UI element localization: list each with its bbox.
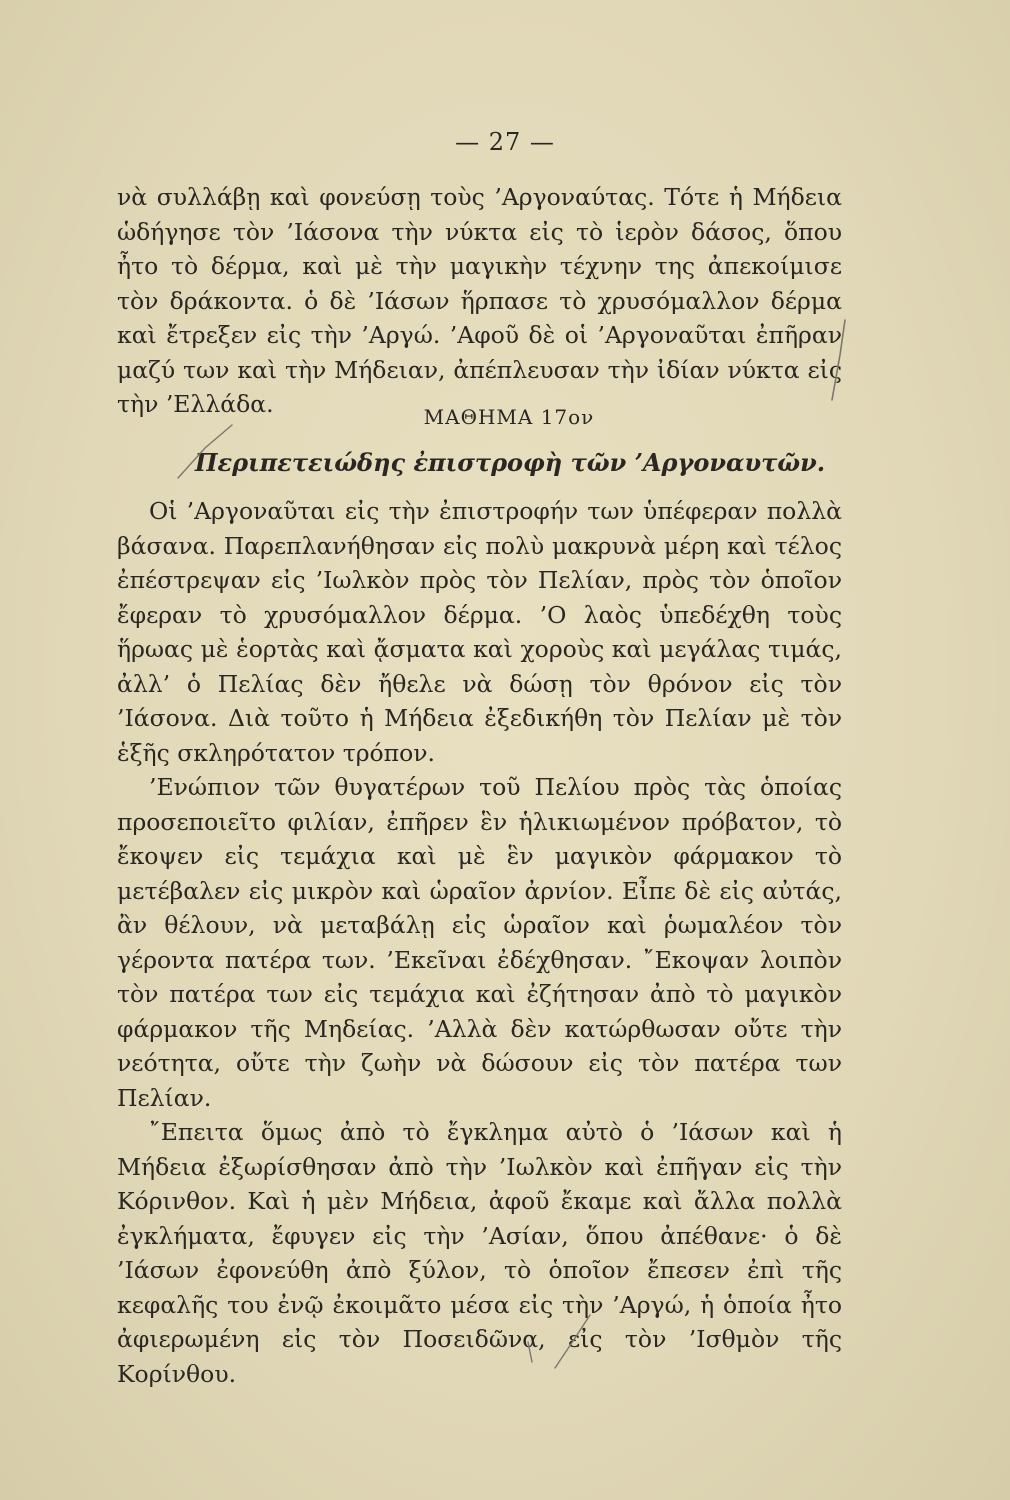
paragraph: ’Ενώπιον τῶν θυγατέρων τοῦ Πελίου πρὸς τὰς ὁποίας προσεποιεῖτο φιλίαν, ἐπῆρεν ἓν ἡλικιωμένον πρόβατον, τὸ ἔκοψεν εἰς τεμάχια καὶ μὲ ἓν μαγικὸν φάρμακον τὸ μετέβαλεν εἰς μικρὸν καὶ ὡραῖον ἀρνίον. Εἶπε δὲ εἰς αὐτάς, ἂν θέλουν, νὰ μεταβάλῃ εἰς ὡραῖον καὶ ῥωμαλέον τὸν γέροντα πατέρα των. ’Εκεῖναι ἐδέχθησαν. ῎Εκοψαν λοιπὸν τὸν πατέρα των εἰς τεμάχια καὶ ἐζήτησαν ἀπὸ τὸ μαγικὸν φάρμακον τῆς Μηδείας. ’Αλλὰ δὲν κατώρθωσαν οὔτε τὴν νεότητα, οὔτε τὴν ζωὴν νὰ δώσουν εἰς τὸν πατέρα των Πελίαν. <box>117 773 842 1112</box>
paragraph: ῎Επειτα ὅμως ἀπὸ τὸ ἔγκλημα αὐτὸ ὁ ’Ιάσων καὶ ἡ Μήδεια ἐξωρίσθησαν ἀπὸ τὴν ’Ιωλκὸν καὶ ἐπῆγαν εἰς τὴν Κόρινθον. Καὶ ἡ μὲν Μήδεια, ἀφοῦ ἔκαμε καὶ ἄλλα πολλὰ ἐγκλήματα, ἔφυγεν εἰς τὴν ’Ασίαν, ὅπου ἀπέθανε· ὁ δὲ ’Ιάσων ἐφονεύθη ἀπὸ ξύλον, τὸ ὁποῖον ἔπεσεν ἐπὶ τῆς κεφαλῆς του ἐνῷ ἐκοιμᾶτο μέσα εἰς τὴν ’Αργώ, ἡ ὁποία ἦτο ἀφιερωμένη εἰς τὸν Ποσειδῶνα, εἰς τὸν ’Ισθμὸν τῆς Κορίνθου. <box>117 1118 842 1388</box>
page-number: — 27 — <box>455 128 555 156</box>
lesson-subtitle: Περιπετειώδης ἐπιστροφὴ τῶν ’Αργοναυτῶν. <box>194 448 826 477</box>
lesson-body <box>117 494 842 1391</box>
lesson-heading: ΜΑΘΗΜΑ 17ον <box>423 405 595 429</box>
intro-text <box>117 180 842 422</box>
paragraph: νὰ συλλάβῃ καὶ φονεύσῃ τοὺς ’Αργοναύτας. Τότε ἡ Μήδεια ὡδήγησε τὸν ’Ιάσονα τὴν νύκτα εἰς τὸ ἱερὸν δάσος, ὅπου ἦτο τὸ δέρμα, καὶ μὲ τὴν μαγικὴν τέχνην της ἀπεκοίμισε τὸν δράκοντα. ὁ δὲ ’Ιάσων ἥρπασε τὸ χρυσόμαλλον δέρμα καὶ ἔτρεξεν εἰς τὴν ’Αργώ. ’Αφοῦ δὲ οἱ ’Αργοναῦται ἐπῆραν μαζύ των καὶ τὴν Μήδειαν, ἀπέπλευσαν τὴν ἰδίαν νύκτα εἰς τὴν ’Ελλάδα. <box>117 183 842 418</box>
paragraph: Οἱ ’Αργοναῦται εἰς τὴν ἐπιστροφήν των ὑπέφεραν πολλὰ βάσανα. Παρεπλανήθησαν εἰς πολὺ μακρυνὰ μέρη καὶ τέλος ἐπέστρεψαν εἰς ’Ιωλκὸν πρὸς τὸν Πελίαν, πρὸς τὸν ὁποῖον ἔφεραν τὸ χρυσόμαλλον δέρμα. ’Ο λαὸς ὑπεδέχθη τοὺς ἥρωας μὲ ἑορτὰς καὶ ᾄσματα καὶ χοροὺς καὶ μεγάλας τιμάς, ἀλλ’ ὁ Πελίας δὲν ἤθελε νὰ δώσῃ τὸν θρόνον εἰς τὸν ’Ιάσονα. Διὰ τοῦτο ἡ Μήδεια ἐξεδικήθη τὸν Πελίαν μὲ τὸν ἑξῆς σκληρότατον τρόπον. <box>117 497 842 767</box>
